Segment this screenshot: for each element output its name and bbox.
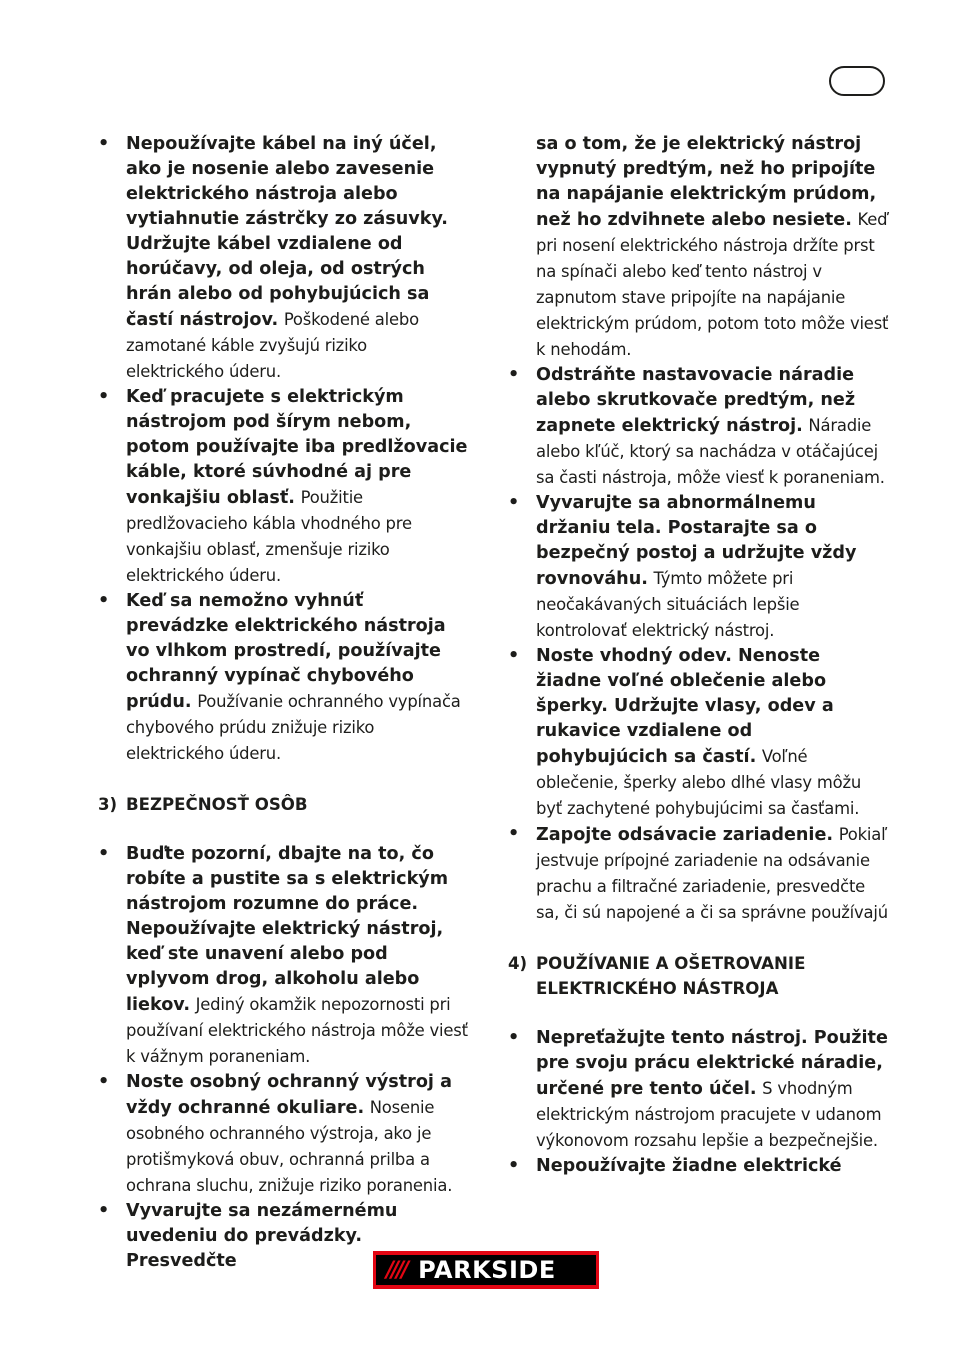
bullet: • (98, 387, 110, 407)
item-bold-text: Nepoužívajte kábel na iný účel, ako je nosenie alebo zavesenie elektrického nástroja alebo vytiahnutie zástrčky zo zásuvky. Udržujte kábel vzdialene od horúčavy, od oleja, od ostrých hrán alebo od pohybujúcich sa častí nástrojov. (126, 134, 448, 330)
list-item (508, 363, 890, 491)
item-normal-text: Voľné oblečenie, šperky alebo dlhé vlasy môžu byť zachytené pohybujúcimi sa časťami. (536, 747, 862, 818)
bullet: • (508, 365, 520, 385)
bullet: • (98, 134, 110, 154)
list-item (508, 1154, 890, 1179)
section-title: POUŽÍVANIE A OŠETROVANIE ELEKTRICKÉHO NÁSTROJA (536, 954, 806, 998)
list-item (98, 1070, 468, 1199)
section-number: 3) (98, 795, 118, 814)
item-normal-text: Použitie predlžovacieho kábla vhodného pre vonkajšiu oblasť, zmenšuje riziko elektrického úderu. (126, 488, 412, 585)
list-item (508, 491, 890, 644)
item-bold-text: Vyvarujte sa abnormálnemu držaniu tela. Postarajte sa o bezpečný postoj a udržujte vždy rovnováhu. (536, 493, 857, 589)
right-column (508, 132, 890, 1179)
parkside-logo (373, 1251, 599, 1289)
item-normal-text: S vhodným elektrickým nástrojom pracujete v udanom výkonovom rozsahu lepšie a bezpečnejšie. (536, 1079, 882, 1150)
item-normal-text: Poškodené alebo zamotané káble zvyšujú riziko elektrického úderu. (126, 310, 419, 381)
item-normal-text: Týmto môžete pri neočakávaných situáciách lepšie kontrolovať elektrický nástroj. (536, 569, 800, 640)
item-normal-text: Náradie alebo kľúč, ktorý sa nachádza v otáčajúcej sa časti nástroja, môže viesť k poraneniam. (536, 416, 885, 487)
item-normal-text: Jediný okamžik nepozornosti pri používaní elektrického nástroja môže viesť k vážnym poraneniam. (126, 995, 468, 1066)
item-bold-text: Keď pracujete s elektrickým nástrojom pod šírym nebom, potom používajte iba predlžovacie káble, ktoré súvhodné aj pre vonkajšiu oblasť. (126, 387, 468, 508)
item-bold-text: Noste vhodný odev. Nenoste žiadne voľné oblečenie alebo šperky. Udržujte vlasy, odev a rukavice vzdialene od pohybujúcich sa častí. (536, 646, 834, 767)
item-bold-text: Nepoužívajte žiadne elektrické (536, 1156, 842, 1176)
list-item (508, 644, 890, 822)
section-heading (508, 951, 890, 1001)
left-column (98, 132, 468, 1274)
language-badge (829, 66, 885, 96)
section-title: BEZPEČNOSŤ OSÔB (126, 795, 308, 814)
item-bold-text: Keď sa nemožno vyhnúť prevádzke elektrického nástroja vo vlhkom prostredí, používajte ochranný vypínač chybového prúdu. (126, 591, 446, 712)
bullet: • (98, 1072, 110, 1092)
bullet: • (508, 824, 520, 844)
list-item (98, 132, 468, 385)
bullet: • (98, 844, 110, 864)
item-normal-text: Keď pri nosení elektrického nástroja držíte prst na spínači alebo keď tento nástroj v zapnutom stave pripojíte na napájanie elektrickým prúdom, potom toto môže viesť k nehodám. (536, 210, 889, 359)
list-item (98, 842, 468, 1070)
list-item-continued (508, 132, 890, 363)
bullet: • (98, 591, 110, 611)
list-item (98, 385, 468, 589)
bullet: • (508, 493, 520, 513)
item-normal-text: Pokiaľ jestvuje prípojné zariadenie na odsávanie prachu a filtračné zariadenie, presvedčte sa, či sú napojené a či sa správne používajú (536, 825, 888, 922)
item-bold-text: Zapojte odsávacie zariadenie. (536, 825, 834, 845)
section-number: 4) (508, 954, 528, 973)
bullet: • (98, 1201, 110, 1221)
bullet: • (508, 1028, 520, 1048)
item-bold-text: Odstráňte nastavovacie náradie alebo skrutkovače predtým, než zapnete elektrický nástroj. (536, 365, 856, 436)
logo-plate (376, 1255, 596, 1285)
item-normal-text: Používanie ochranného vypínača chybového prúdu znižuje riziko elektrického úderu. (126, 692, 461, 763)
item-normal-text: Nosenie osobného ochranného výstroja, ako je protišmyková obuv, ochranná prilba a ochrana sluchu, znižuje riziko poranenia. (126, 1098, 453, 1195)
item-bold-text: Buďte pozorní, dbajte na to, čo robíte a pustite sa s elektrickým nástrojom rozumne do práce. Nepoužívajte elektrický nástroj, keď ste unavení alebo pod vplyvom drog, alkoholu alebo liekov. (126, 844, 449, 1015)
item-bold-text: Vyvarujte sa nezámernému uvedeniu do prevádzky. Presvedčte (126, 1201, 398, 1271)
bullet: • (508, 1156, 520, 1176)
item-bold-text: sa o tom, že je elektrický nástroj vypnutý predtým, než ho pripojíte na napájanie elektrickým prúdom, než ho zdvihnete alebo nesiete. (536, 134, 877, 230)
bullet: • (508, 646, 520, 666)
list-item (508, 822, 890, 926)
item-bold-text: Noste osobný ochranný výstroj a vždy ochranné okuliare. (126, 1072, 452, 1118)
logo-stripes-icon: //// (386, 1257, 407, 1283)
list-item (508, 1026, 890, 1154)
section-heading (98, 792, 468, 817)
list-item (98, 589, 468, 767)
logo-text: PARKSIDE (418, 1256, 556, 1284)
item-bold-text: Nepreťažujte tento nástroj. Použite pre svoju prácu elektrické náradie, určené pre tento účel. (536, 1028, 888, 1099)
